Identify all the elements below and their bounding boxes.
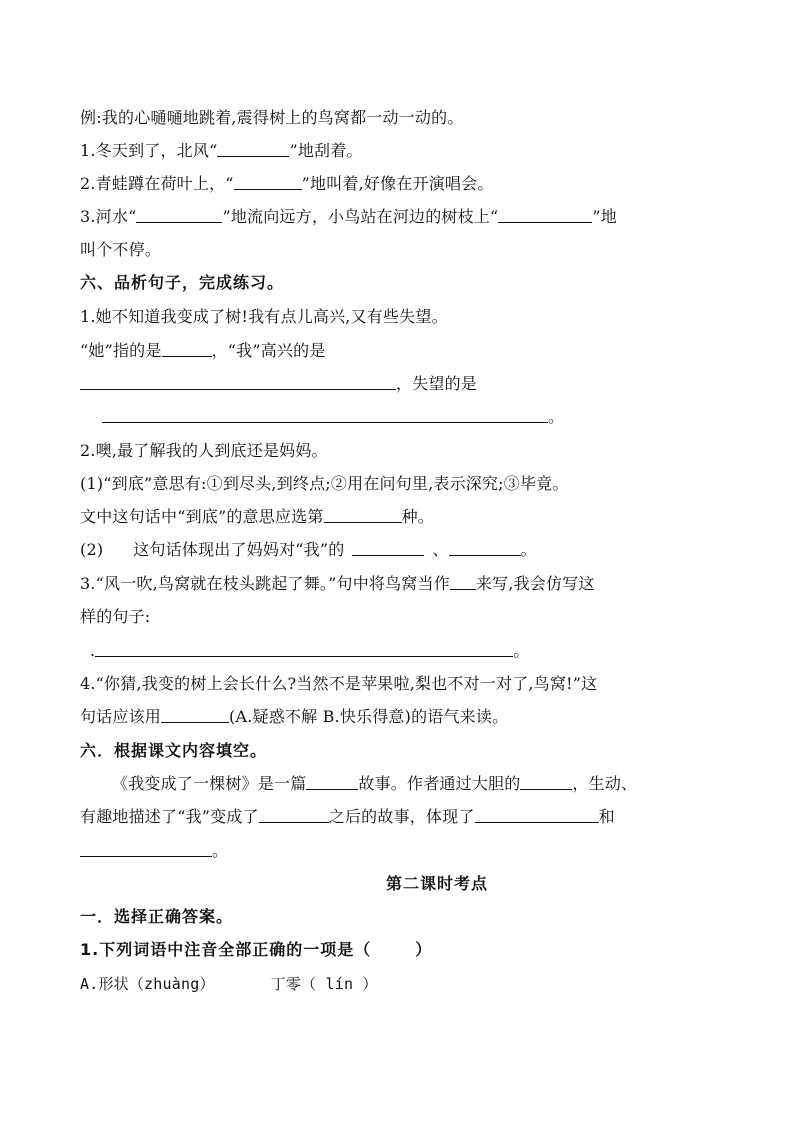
- option-a-word-2: 丁零（ lín ）: [270, 975, 378, 993]
- exercise-3: [80, 206, 720, 228]
- fill-text-f: 和: [598, 807, 615, 826]
- answer-blank[interactable]: [450, 573, 476, 590]
- question-3-dot: .: [90, 641, 96, 660]
- exercise-1: [80, 140, 720, 162]
- question-3-period: 。: [513, 641, 530, 660]
- fill-text-e: 之后的故事，体现了: [328, 807, 475, 826]
- answer-blank[interactable]: [324, 506, 402, 523]
- exercise-3-text-a: 3.河水“: [80, 207, 137, 226]
- answer-blank[interactable]: [80, 840, 212, 857]
- answer-blank[interactable]: [520, 773, 572, 790]
- question-3-prompt: 3.“风一吹,鸟窝就在枝头跳起了舞。”句中将鸟窝当作: [80, 574, 450, 593]
- question-3-answer-line: [80, 640, 720, 662]
- question-2-part-1-answer: [80, 506, 720, 528]
- question-4-prompt: 句话应该用: [80, 707, 162, 726]
- option-a: [80, 973, 720, 995]
- question-4-continued: [80, 706, 720, 728]
- question-2-text: 2.噢,最了解我的人到底还是妈妈。: [80, 441, 328, 460]
- example-sentence: 例:我的心嗵嗵地跳着,震得树上的鸟窝都一动一动的。: [80, 108, 464, 127]
- option-a-word-1: A.形状（zhuàng）: [80, 975, 215, 993]
- question-2-separator: 、: [432, 540, 449, 559]
- section-six-b-heading: 六．根据课文内容填空。: [80, 741, 268, 760]
- fill-text-g: 。: [212, 841, 229, 860]
- exercise-3-text-b: ”地流向远方，小鸟站在河边的树枝上“: [222, 207, 499, 226]
- fill-line-2: [80, 806, 720, 828]
- question-3-continued: 样的句子:: [80, 607, 151, 626]
- fill-text-c: ，生动、: [572, 774, 638, 793]
- question-4-options: (A.疑惑不解 B.快乐得意)的语气来读。: [229, 707, 509, 726]
- fill-text-b: 故事。作者通过大胆的: [358, 774, 521, 793]
- question-1-prompt-c: ，失望的是: [396, 374, 478, 393]
- answer-blank[interactable]: [95, 640, 513, 657]
- answer-blank[interactable]: [136, 206, 222, 223]
- exercise-2: [80, 173, 720, 195]
- question-1-prompt-a: “她”指的是: [80, 341, 162, 360]
- question-3-prompt-b: 来写,我会仿写这: [475, 574, 595, 593]
- question-1-part-c: [80, 406, 720, 428]
- answer-blank[interactable]: [475, 806, 599, 823]
- answer-blank[interactable]: [162, 340, 212, 357]
- question-2-period: 。: [520, 540, 537, 559]
- question-1-prompt-b: ，“我”高兴的是: [211, 341, 326, 360]
- answer-blank[interactable]: [102, 406, 548, 423]
- exercise-1-text-a: 1.冬天到了，北风“: [80, 141, 218, 160]
- answer-blank[interactable]: [352, 539, 424, 556]
- question-2-part-2-text: 这句话体现出了妈妈对“我”的: [133, 540, 345, 559]
- question-2-part-2: [80, 539, 720, 561]
- question-1-part-a: [80, 340, 720, 362]
- question-1-period: 。: [548, 407, 565, 426]
- question-2-suffix: 种。: [401, 507, 434, 526]
- answer-blank[interactable]: [80, 373, 396, 390]
- answer-blank[interactable]: [498, 206, 592, 223]
- question-4-text: 4.“你猜,我变的树上会长什么?当然不是苹果啦,梨也不对一对了,鸟窝!”这: [80, 674, 598, 693]
- section-one-heading: 一．选择正确答案。: [80, 907, 234, 926]
- multiple-choice-close: ）: [415, 940, 433, 959]
- fill-line-1: [80, 773, 720, 795]
- exercise-3-text-c: ”地: [592, 207, 618, 226]
- fill-text-a: 《我变成了一棵树》是一篇: [112, 774, 307, 793]
- answer-blank[interactable]: [217, 140, 289, 157]
- section-six-heading: 六、品析句子，完成练习。: [80, 273, 285, 292]
- question-1-part-b: [80, 373, 720, 395]
- question-2-part-1: (1)“到底”意思有:①到尽头,到终点;②用在问句里,表示深究;③毕竟。: [80, 474, 569, 493]
- fill-text-d: 有趣地描述了“我”变成了: [80, 807, 259, 826]
- exercise-3-continued: 叫个不停。: [80, 240, 162, 259]
- answer-blank[interactable]: [161, 706, 229, 723]
- question-3-text: [80, 573, 720, 595]
- exercise-1-text-b: ”地刮着。: [289, 141, 363, 160]
- question-2-prompt: 文中这句话中“到底”的意思应选第: [80, 507, 324, 526]
- answer-blank[interactable]: [449, 539, 521, 556]
- exercise-2-text-b: ”地叫着,好像在开演唱会。: [301, 174, 494, 193]
- exercise-2-text-a: 2.青蛙蹲在荷叶上，“: [80, 174, 234, 193]
- answer-blank[interactable]: [306, 773, 358, 790]
- lesson-two-title: 第二课时考点: [385, 874, 488, 893]
- answer-blank[interactable]: [234, 173, 302, 190]
- question-1-text: 1.她不知道我变成了树!我有点儿高兴,又有些失望。: [80, 307, 448, 326]
- multiple-choice-question: 1.下列词语中注音全部正确的一项是（: [80, 940, 372, 959]
- question-2-part-2-label: (2): [80, 540, 104, 559]
- fill-line-3: [80, 840, 720, 862]
- answer-blank[interactable]: [259, 806, 329, 823]
- multiple-choice-1: [80, 939, 720, 961]
